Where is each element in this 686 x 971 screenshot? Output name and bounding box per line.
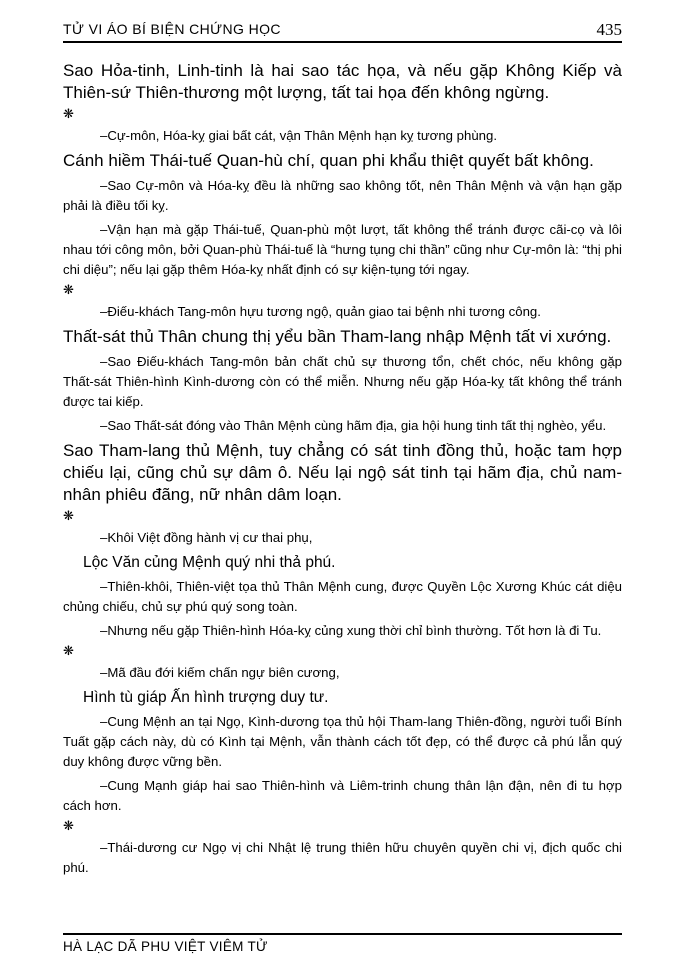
verse-line: Cánh hiềm Thái-tuế Quan-hù chí, quan phi khẩu thiệt quyết bất không. xyxy=(63,151,594,170)
paragraph: –Điếu-khách Tang-môn hựu tương ngộ, quản giao tai bệnh nhi tương công. xyxy=(100,304,541,319)
paragraph: –Cung Mạnh giáp hai sao Thiên-hình và Liêm-trinh chung thân lận đận, nên đi tu hợp cách hơn. xyxy=(63,778,622,813)
verse-line: Thất-sát thủ Thân chung thị yểu bần Tham-lang nhập Mệnh tất vi xướng. xyxy=(63,327,612,346)
paragraph: –Vận hạn mà gặp Thái-tuế, Quan-phù một lượt, tất không thể tránh được cãi-cọ và lôi nhau tới công môn, bởi Quan-phù Thái-tuế là “hưng tụng chi thần” cũng như Cự-môn là: “thị phi chi diệu”; nếu lại gặp thêm Hóa-kỵ nhất định có sự kiện-tụng tới ngay. xyxy=(63,222,622,277)
paragraph: –Cung Mệnh an tại Ngọ, Kình-dương tọa thủ hội Tham-lang Thiên-đồng, người tuổi Bính Tuất gặp cách này, dù có Kình tại Mệnh, vẫn thành cách tốt đẹp, có thể được cả phú lẫn quý duy không được vững bền. xyxy=(63,714,622,769)
asterisk-separator-icon: ❋ xyxy=(63,643,74,658)
running-title: TỬ VI ÁO BÍ BIỆN CHỨNG HỌC xyxy=(63,21,281,37)
paragraph: Sao Hỏa-tinh, Linh-tinh là hai sao tác họa, và nếu gặp Không Kiếp và Thiên-sứ Thiên-thương một lượng, tất tai họa đến không ngừng. xyxy=(63,61,622,102)
paragraph: –Sao Cự-môn và Hóa-kỵ đều là những sao không tốt, nên Thân Mệnh và vận hạn gặp phải là điều tối kỵ. xyxy=(63,178,622,213)
paragraph: –Sao Thất-sát đóng vào Thân Mệnh cùng hãm địa, gia hội hung tinh tất thị nghèo, yểu. xyxy=(100,418,607,433)
asterisk-separator-icon: ❋ xyxy=(63,818,74,833)
paragraph: –Thái-dương cư Ngọ vị chi Nhật lệ trung thiên hữu chuyên quyền chi vị, địch quốc chi phú. xyxy=(63,840,622,875)
paragraph: –Thiên-khôi, Thiên-việt tọa thủ Thân Mệnh cung, được Quyền Lộc Xương Khúc cát diệu chủng chiếu, chủ sự phú quý song toàn. xyxy=(63,579,622,614)
paragraph: –Nhưng nếu gặp Thiên-hình Hóa-kỵ củng xung thời chỉ bình thường. Tốt hơn là đi Tu. xyxy=(100,623,602,638)
paragraph: Sao Tham-lang thủ Mệnh, tuy chẳng có sát tinh đồng thủ, hoặc tam hợp chiếu lại, cũng chủ sự dâm ô. Nếu lại ngộ sát tinh tại hãm địa, chủ nam-nhân phiêu đãng, nữ nhân dâm loạn. xyxy=(63,441,622,504)
verse-line: Lộc Văn củng Mệnh quý nhi thả phú. xyxy=(83,554,336,571)
page-header xyxy=(63,0,622,43)
page-footer xyxy=(63,933,622,954)
asterisk-separator-icon: ❋ xyxy=(63,282,74,297)
footer-text: HÀ LẠC DÃ PHU VIỆT VIÊM TỬ xyxy=(63,939,268,954)
page-number: 435 xyxy=(596,20,622,39)
paragraph: –Sao Điếu-khách Tang-môn bản chất chủ sự thương tổn, chết chóc, nếu không gặp Thất-sát Thiên-hình Kình-dương còn có thể miễn. Nhưng nếu gặp Hóa-kỵ tất không thể tránh được tai kiếp. xyxy=(63,354,622,409)
asterisk-separator-icon: ❋ xyxy=(63,106,74,121)
paragraph: –Cự-môn, Hóa-kỵ giai bất cát, vận Thân Mệnh hạn kỵ tương phùng. xyxy=(100,128,497,143)
paragraph: –Khôi Việt đồng hành vị cư thai phụ, xyxy=(100,530,313,545)
paragraph: –Mã đầu đới kiếm chấn ngự biên cương, xyxy=(100,665,340,680)
page-body xyxy=(63,43,622,878)
verse-line: Hình tù giáp Ấn hình trượng duy tư. xyxy=(83,689,329,706)
asterisk-separator-icon: ❋ xyxy=(63,508,74,523)
